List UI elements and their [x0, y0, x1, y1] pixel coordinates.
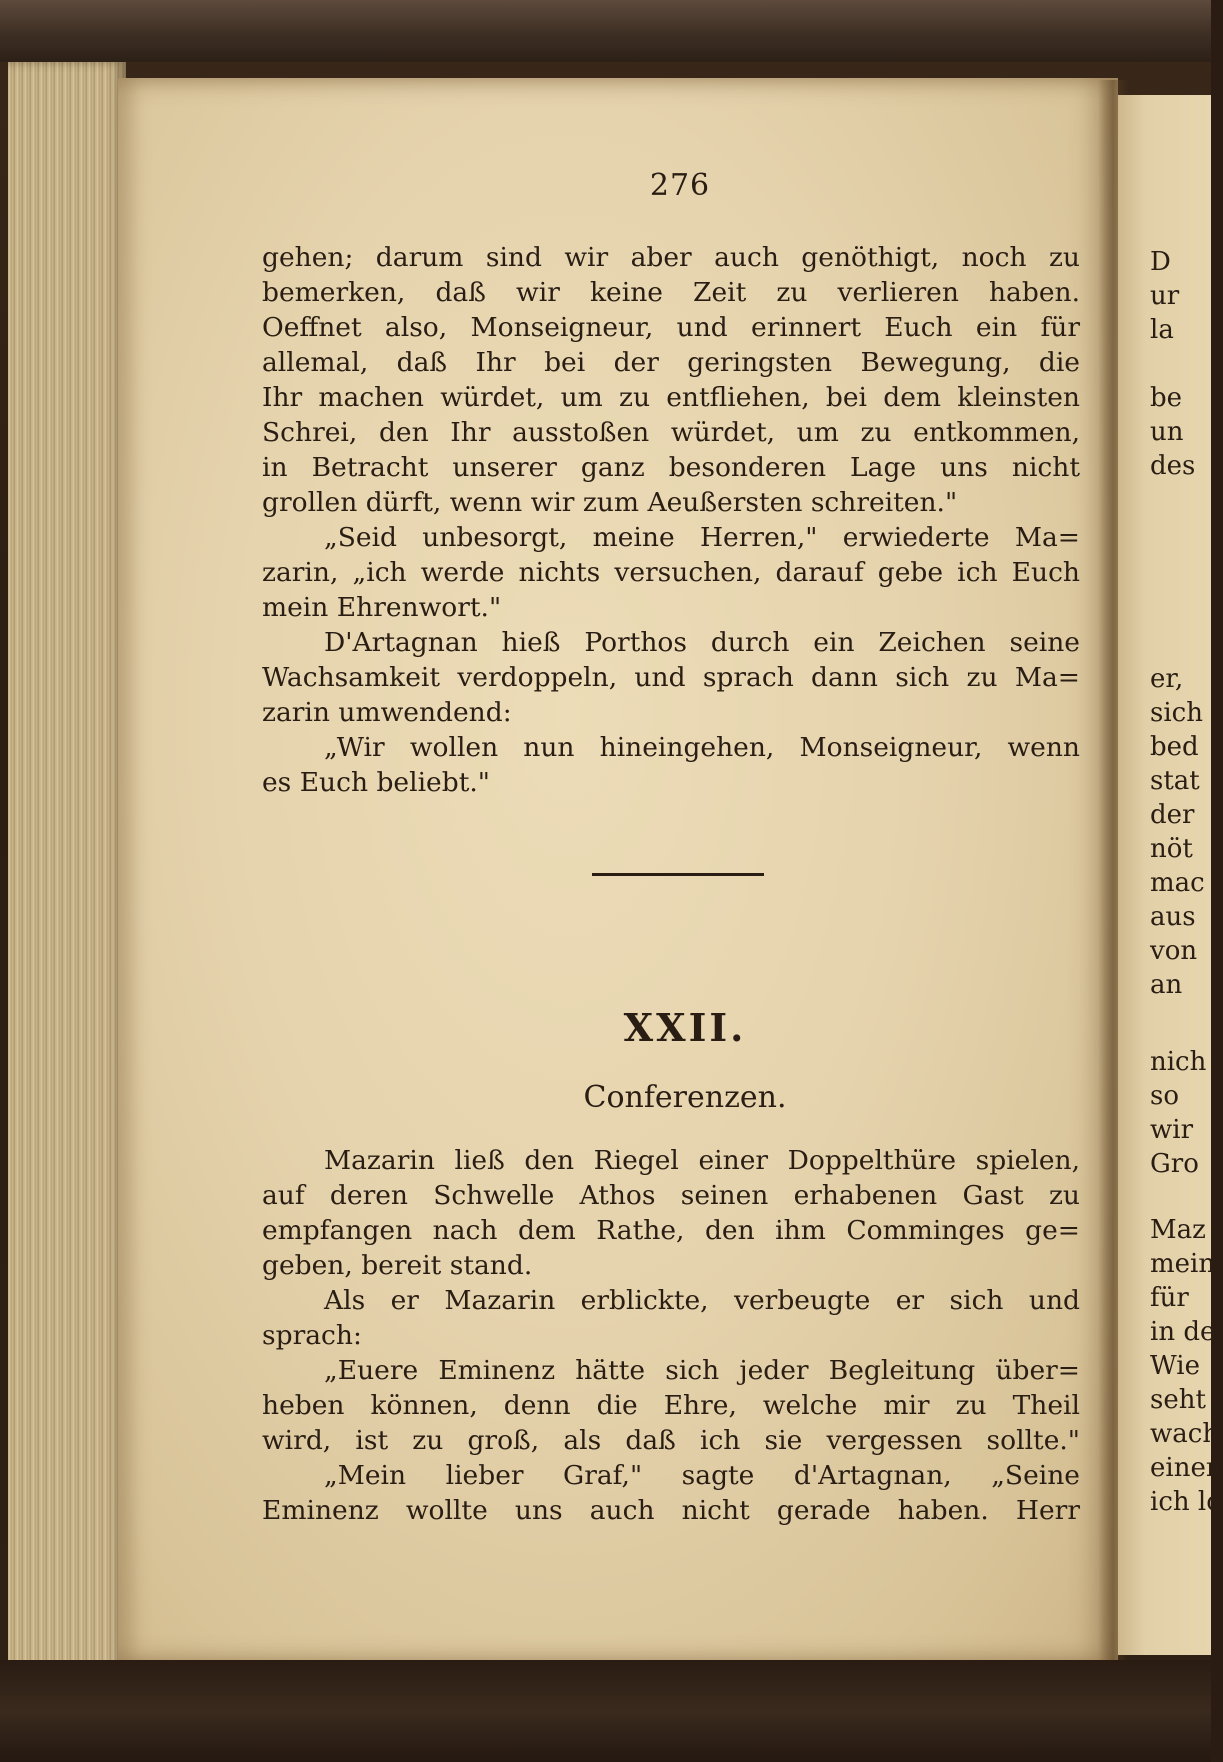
- right-page-fragments-top: [1150, 245, 1220, 483]
- text-line: wird, ist zu groß, als daß ich sie vergessen sollte.": [262, 1425, 1080, 1456]
- fragment: wach: [1150, 1419, 1220, 1449]
- fragment: ich lo: [1150, 1487, 1222, 1517]
- fragment: [1150, 347, 1220, 381]
- fragment: in de: [1150, 1317, 1216, 1347]
- right-page-fragments-low: [1150, 1045, 1220, 1181]
- fragment: aus: [1150, 902, 1196, 932]
- book-bottom-edge: [0, 1660, 1211, 1762]
- text-line: Oeffnet also, Monseigneur, und erinnert Euch ein für: [262, 312, 1080, 343]
- right-page-fragments-bottom: [1150, 1213, 1223, 1519]
- text-line: „Mein lieber Graf," sagte d'Artagnan, „Seine: [324, 1460, 1080, 1491]
- chapter-number: XXII.: [623, 1005, 747, 1050]
- fragment: von: [1150, 936, 1198, 966]
- fragment: un: [1150, 417, 1184, 447]
- fragment: wir: [1150, 1115, 1193, 1145]
- text-line: zarin, „ich werde nichts versuchen, darauf gebe ich Euch: [262, 557, 1080, 588]
- fragment: ur: [1150, 281, 1180, 311]
- text-line: „Euere Eminenz hätte sich jeder Begleitung über=: [324, 1355, 1080, 1386]
- fragment: Wie: [1150, 1351, 1200, 1381]
- fragment: nöt: [1150, 834, 1193, 864]
- fragment: bed: [1150, 732, 1199, 762]
- fragment: der: [1150, 800, 1195, 830]
- fragment: für: [1150, 1283, 1189, 1313]
- fragment: des: [1150, 451, 1196, 481]
- text-line: mein Ehrenwort.": [262, 592, 502, 623]
- fragment: la: [1150, 315, 1174, 345]
- text-line: sprach:: [262, 1320, 362, 1351]
- text-line: auf deren Schwelle Athos seinen erhabenen Gast zu: [262, 1180, 1080, 1211]
- fragment: mac: [1150, 868, 1205, 898]
- book-cover-top: [0, 0, 1211, 62]
- fragment: seht: [1150, 1385, 1206, 1415]
- section-divider: [592, 873, 764, 876]
- chapter-title: Conferenzen.: [583, 1080, 787, 1115]
- fragment: stat: [1150, 766, 1200, 796]
- text-line: Ihr machen würdet, um zu entfliehen, bei dem kleinsten: [262, 382, 1080, 413]
- fragment: be: [1150, 383, 1183, 413]
- text-line: D'Artagnan hieß Porthos durch ein Zeichen seine: [324, 627, 1080, 658]
- fragment: an: [1150, 970, 1183, 1000]
- right-page-fragments-mid: [1150, 662, 1220, 1002]
- text-line: empfangen nach dem Rathe, den ihm Comminges ge=: [262, 1215, 1080, 1246]
- text-line: Mazarin ließ den Riegel einer Doppelthüre spielen,: [324, 1145, 1080, 1176]
- text-line: „Seid unbesorgt, meine Herren," erwiederte Ma=: [324, 522, 1080, 553]
- fragment: Maz: [1150, 1215, 1206, 1245]
- text-line: allemal, daß Ihr bei der geringsten Bewegung, die: [262, 347, 1080, 378]
- text-line: in Betracht unserer ganz besonderen Lage uns nicht: [262, 452, 1080, 483]
- text-line: Schrei, den Ihr ausstoßen würdet, um zu entkommen,: [262, 417, 1080, 448]
- fragment: mein: [1150, 1249, 1216, 1279]
- fragment: nich: [1150, 1047, 1207, 1077]
- fragment: er,: [1150, 664, 1184, 694]
- text-line: heben können, denn die Ehre, welche mir zu Theil: [262, 1390, 1080, 1421]
- page-edges: [8, 62, 126, 1672]
- fragment: sich: [1150, 698, 1203, 728]
- text-line: Eminenz wollte uns auch nicht gerade haben. Herr: [262, 1495, 1080, 1526]
- text-line: zarin umwendend:: [262, 697, 512, 728]
- text-line: geben, bereit stand.: [262, 1250, 533, 1281]
- text-line: grollen dürft, wenn wir zum Aeußersten schreiten.": [262, 487, 958, 518]
- fragment: Gro: [1150, 1149, 1199, 1179]
- text-line: gehen; darum sind wir aber auch genöthigt, noch zu: [262, 242, 1080, 273]
- fragment: D: [1150, 247, 1171, 277]
- text-line: Wachsamkeit verdoppeln, und sprach dann sich zu Ma=: [262, 662, 1080, 693]
- text-line: „Wir wollen nun hineingehen, Monseigneur, wenn: [324, 732, 1080, 763]
- text-line: bemerken, daß wir keine Zeit zu verlieren haben.: [262, 277, 1080, 308]
- fragment: so: [1150, 1081, 1179, 1111]
- text-line: es Euch beliebt.": [262, 767, 490, 798]
- chapter-text: [262, 1143, 1080, 1528]
- page-number: 276: [649, 168, 711, 203]
- fragment: einen: [1150, 1453, 1223, 1483]
- body-text: [262, 240, 1080, 800]
- text-line: Als er Mazarin erblickte, verbeugte er sich und: [324, 1285, 1080, 1316]
